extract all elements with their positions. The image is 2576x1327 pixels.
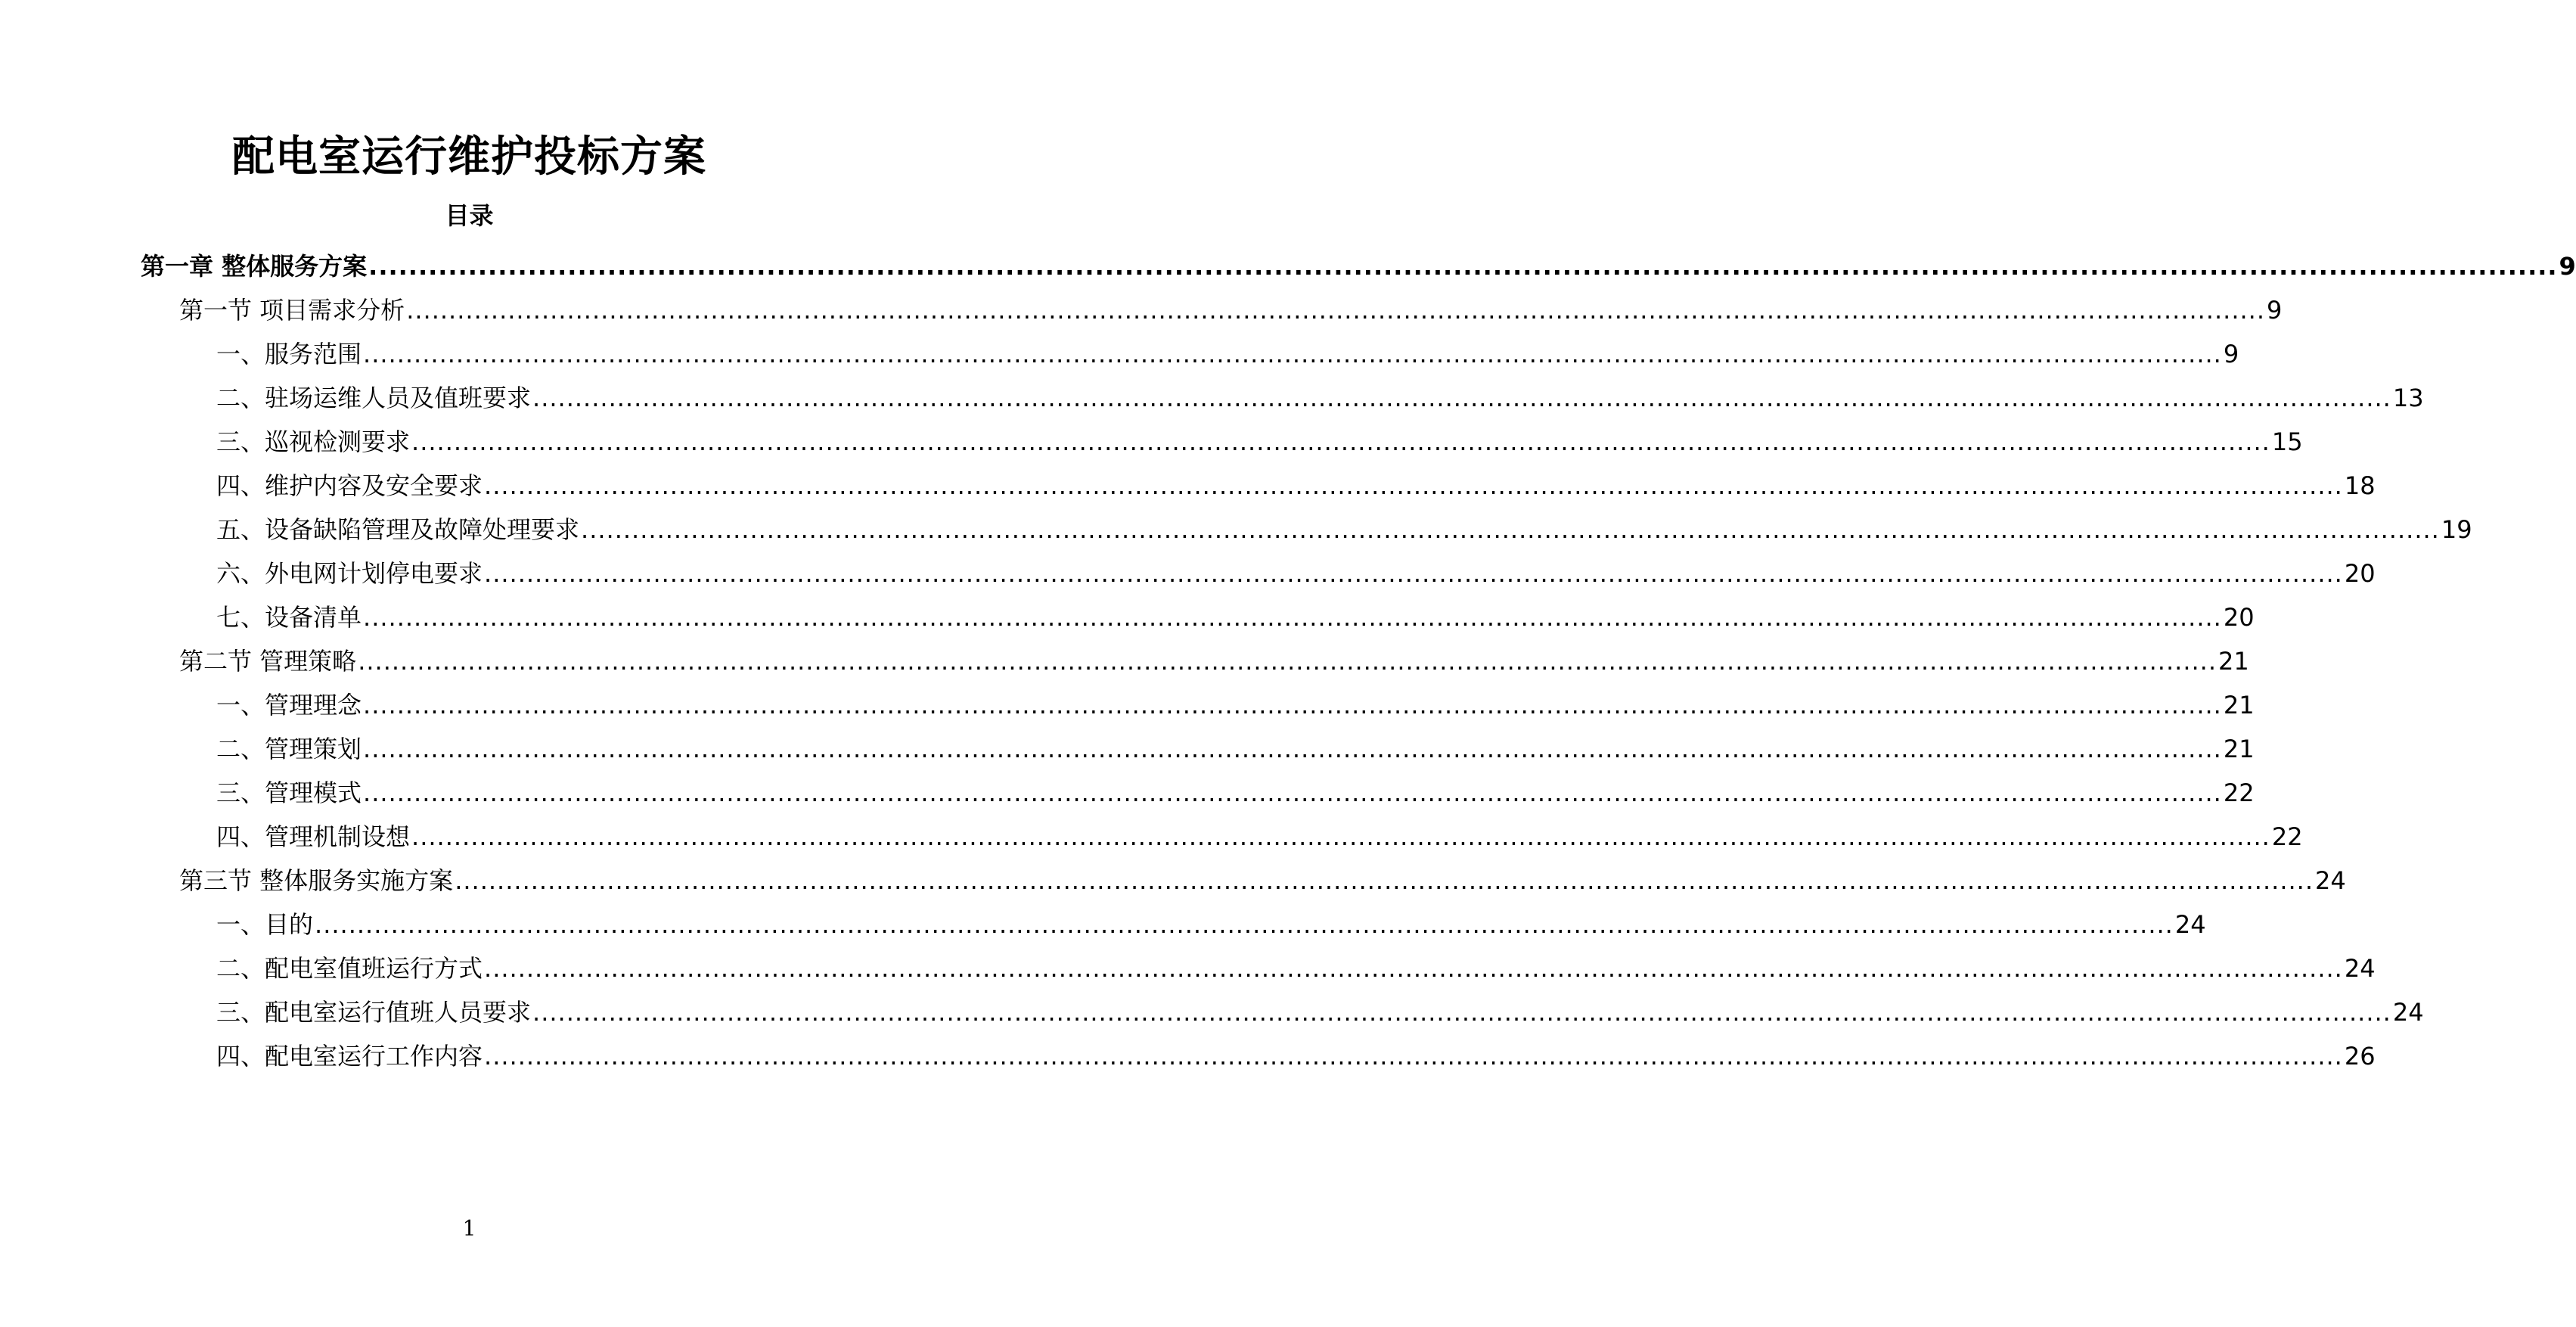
toc-subsection-entry[interactable] <box>216 817 2303 853</box>
toc-subsection-entry[interactable] <box>216 554 2376 590</box>
toc-dot-leader: ............................................................................................................................................................................................................................ <box>363 778 2222 807</box>
toc-entry-page: 15 <box>2271 427 2303 456</box>
toc-entry-page: 24 <box>2315 866 2346 895</box>
toc-subsection-entry[interactable] <box>216 510 2472 546</box>
toc-entry-page: 24 <box>2392 998 2424 1027</box>
toc-dot-leader: ............................................................................................................................................................................................................................ <box>363 735 2222 763</box>
toc-subsection-entry[interactable] <box>216 1036 2376 1073</box>
toc-entry-label: 第三节 整体服务实施方案 <box>179 866 454 895</box>
toc-subsection-entry[interactable] <box>216 949 2376 985</box>
toc-entry-page: 19 <box>2441 515 2472 544</box>
toc-dot-leader: ............................................................................................................................................................................................................................ <box>581 515 2440 544</box>
toc-subsection-entry[interactable] <box>216 905 2206 941</box>
toc-dot-leader: ............................................................................................................................................................................................................................ <box>455 866 2314 895</box>
toc-chapter-entry[interactable] <box>141 247 2576 283</box>
toc-subsection-entry[interactable] <box>216 685 2255 722</box>
page-number: 1 <box>462 1216 476 1241</box>
toc-heading: 目录 <box>445 201 494 230</box>
toc-subsection-entry[interactable] <box>216 422 2303 458</box>
toc-subsection-entry[interactable] <box>216 334 2239 371</box>
toc-entry-label: 一、目的 <box>216 910 314 939</box>
toc-entry-label: 三、配电室运行值班人员要求 <box>216 998 532 1027</box>
toc-section-entry[interactable] <box>179 291 2283 327</box>
toc-entry-label: 六、外电网计划停电要求 <box>216 559 483 588</box>
toc-entry-label: 七、设备清单 <box>216 603 362 632</box>
toc-entry-page: 22 <box>2223 778 2255 807</box>
toc-subsection-entry[interactable] <box>216 466 2376 502</box>
toc-subsection-entry[interactable] <box>216 773 2255 810</box>
toc-entry-page: 21 <box>2223 735 2255 763</box>
toc-entry-page: 26 <box>2344 1042 2376 1071</box>
toc-entry-page: 20 <box>2344 559 2376 588</box>
toc-entry-page: 22 <box>2271 822 2303 851</box>
toc-entry-label: 一、管理理念 <box>216 691 362 719</box>
toc-section-entry[interactable] <box>179 861 2346 897</box>
toc-dot-leader: ............................................................................................................................................................................................................................ <box>484 559 2343 588</box>
toc-entry-label: 第一章 整体服务方案 <box>141 252 368 281</box>
toc-entry-label: 二、配电室值班运行方式 <box>216 954 483 983</box>
toc-entry-label: 第二节 管理策略 <box>179 647 357 676</box>
toc-entry-page: 21 <box>2218 647 2249 676</box>
toc-dot-leader: ............................................................................................................................................................................................................................ <box>532 384 2391 412</box>
toc-dot-leader: ............................................................................................................................................................................................................................ <box>484 1042 2343 1071</box>
toc-dot-leader: ............................................................................................................................................................................................................................ <box>411 822 2270 851</box>
toc-entry-label: 二、驻场运维人员及值班要求 <box>216 384 532 412</box>
toc-dot-leader: ............................................................................................................................................................................................................................ <box>411 427 2270 456</box>
toc-subsection-entry[interactable] <box>216 993 2424 1029</box>
toc-dot-leader: ............................................................................................................................................................................................................................ <box>315 910 2174 939</box>
toc-entry-label: 二、管理策划 <box>216 735 362 763</box>
toc-entry-page: 13 <box>2392 384 2424 412</box>
toc-dot-leader: ............................................................................................................................................................................................................................ <box>484 954 2343 983</box>
toc-entry-label: 五、设备缺陷管理及故障处理要求 <box>216 515 580 544</box>
toc-entry-page: 24 <box>2174 910 2206 939</box>
toc-subsection-entry[interactable] <box>216 378 2424 415</box>
toc-dot-leader: ............................................................................................................................................................................................................................ <box>406 296 2265 325</box>
toc-entry-label: 第一节 项目需求分析 <box>179 296 405 325</box>
toc-dot-leader: ............................................................................................................................................................................................................................ <box>532 998 2391 1027</box>
toc-dot-leader: ............................................................................................................................................................................................................................ <box>363 340 2222 368</box>
toc-entry-label: 四、维护内容及安全要求 <box>216 471 483 500</box>
toc-entry-page: 18 <box>2344 471 2376 500</box>
toc-subsection-entry[interactable] <box>216 729 2255 766</box>
toc-entry-page: 21 <box>2223 691 2255 719</box>
toc-dot-leader: ............................................................................................................................................................................................................................ <box>368 252 2558 281</box>
toc-entry-page: 20 <box>2223 603 2255 632</box>
toc-entry-page: 9 <box>2223 340 2239 368</box>
toc-entry-page: 9 <box>2267 296 2283 325</box>
toc-entry-label: 四、管理机制设想 <box>216 822 411 851</box>
document-title: 配电室运行维护投标方案 <box>232 132 706 182</box>
toc-entry-label: 三、巡视检测要求 <box>216 427 411 456</box>
toc-section-entry[interactable] <box>179 642 2249 678</box>
toc-entry-page: 24 <box>2344 954 2376 983</box>
toc-dot-leader: ............................................................................................................................................................................................................................ <box>358 647 2217 676</box>
toc-entry-label: 三、管理模式 <box>216 778 362 807</box>
toc-entry-page: 9 <box>2559 252 2576 281</box>
toc-entry-label: 一、服务范围 <box>216 340 362 368</box>
toc-subsection-entry[interactable] <box>216 598 2255 634</box>
toc-dot-leader: ............................................................................................................................................................................................................................ <box>363 691 2222 719</box>
toc-dot-leader: ............................................................................................................................................................................................................................ <box>484 471 2343 500</box>
toc-dot-leader: ............................................................................................................................................................................................................................ <box>363 603 2222 632</box>
toc-entry-label: 四、配电室运行工作内容 <box>216 1042 483 1071</box>
